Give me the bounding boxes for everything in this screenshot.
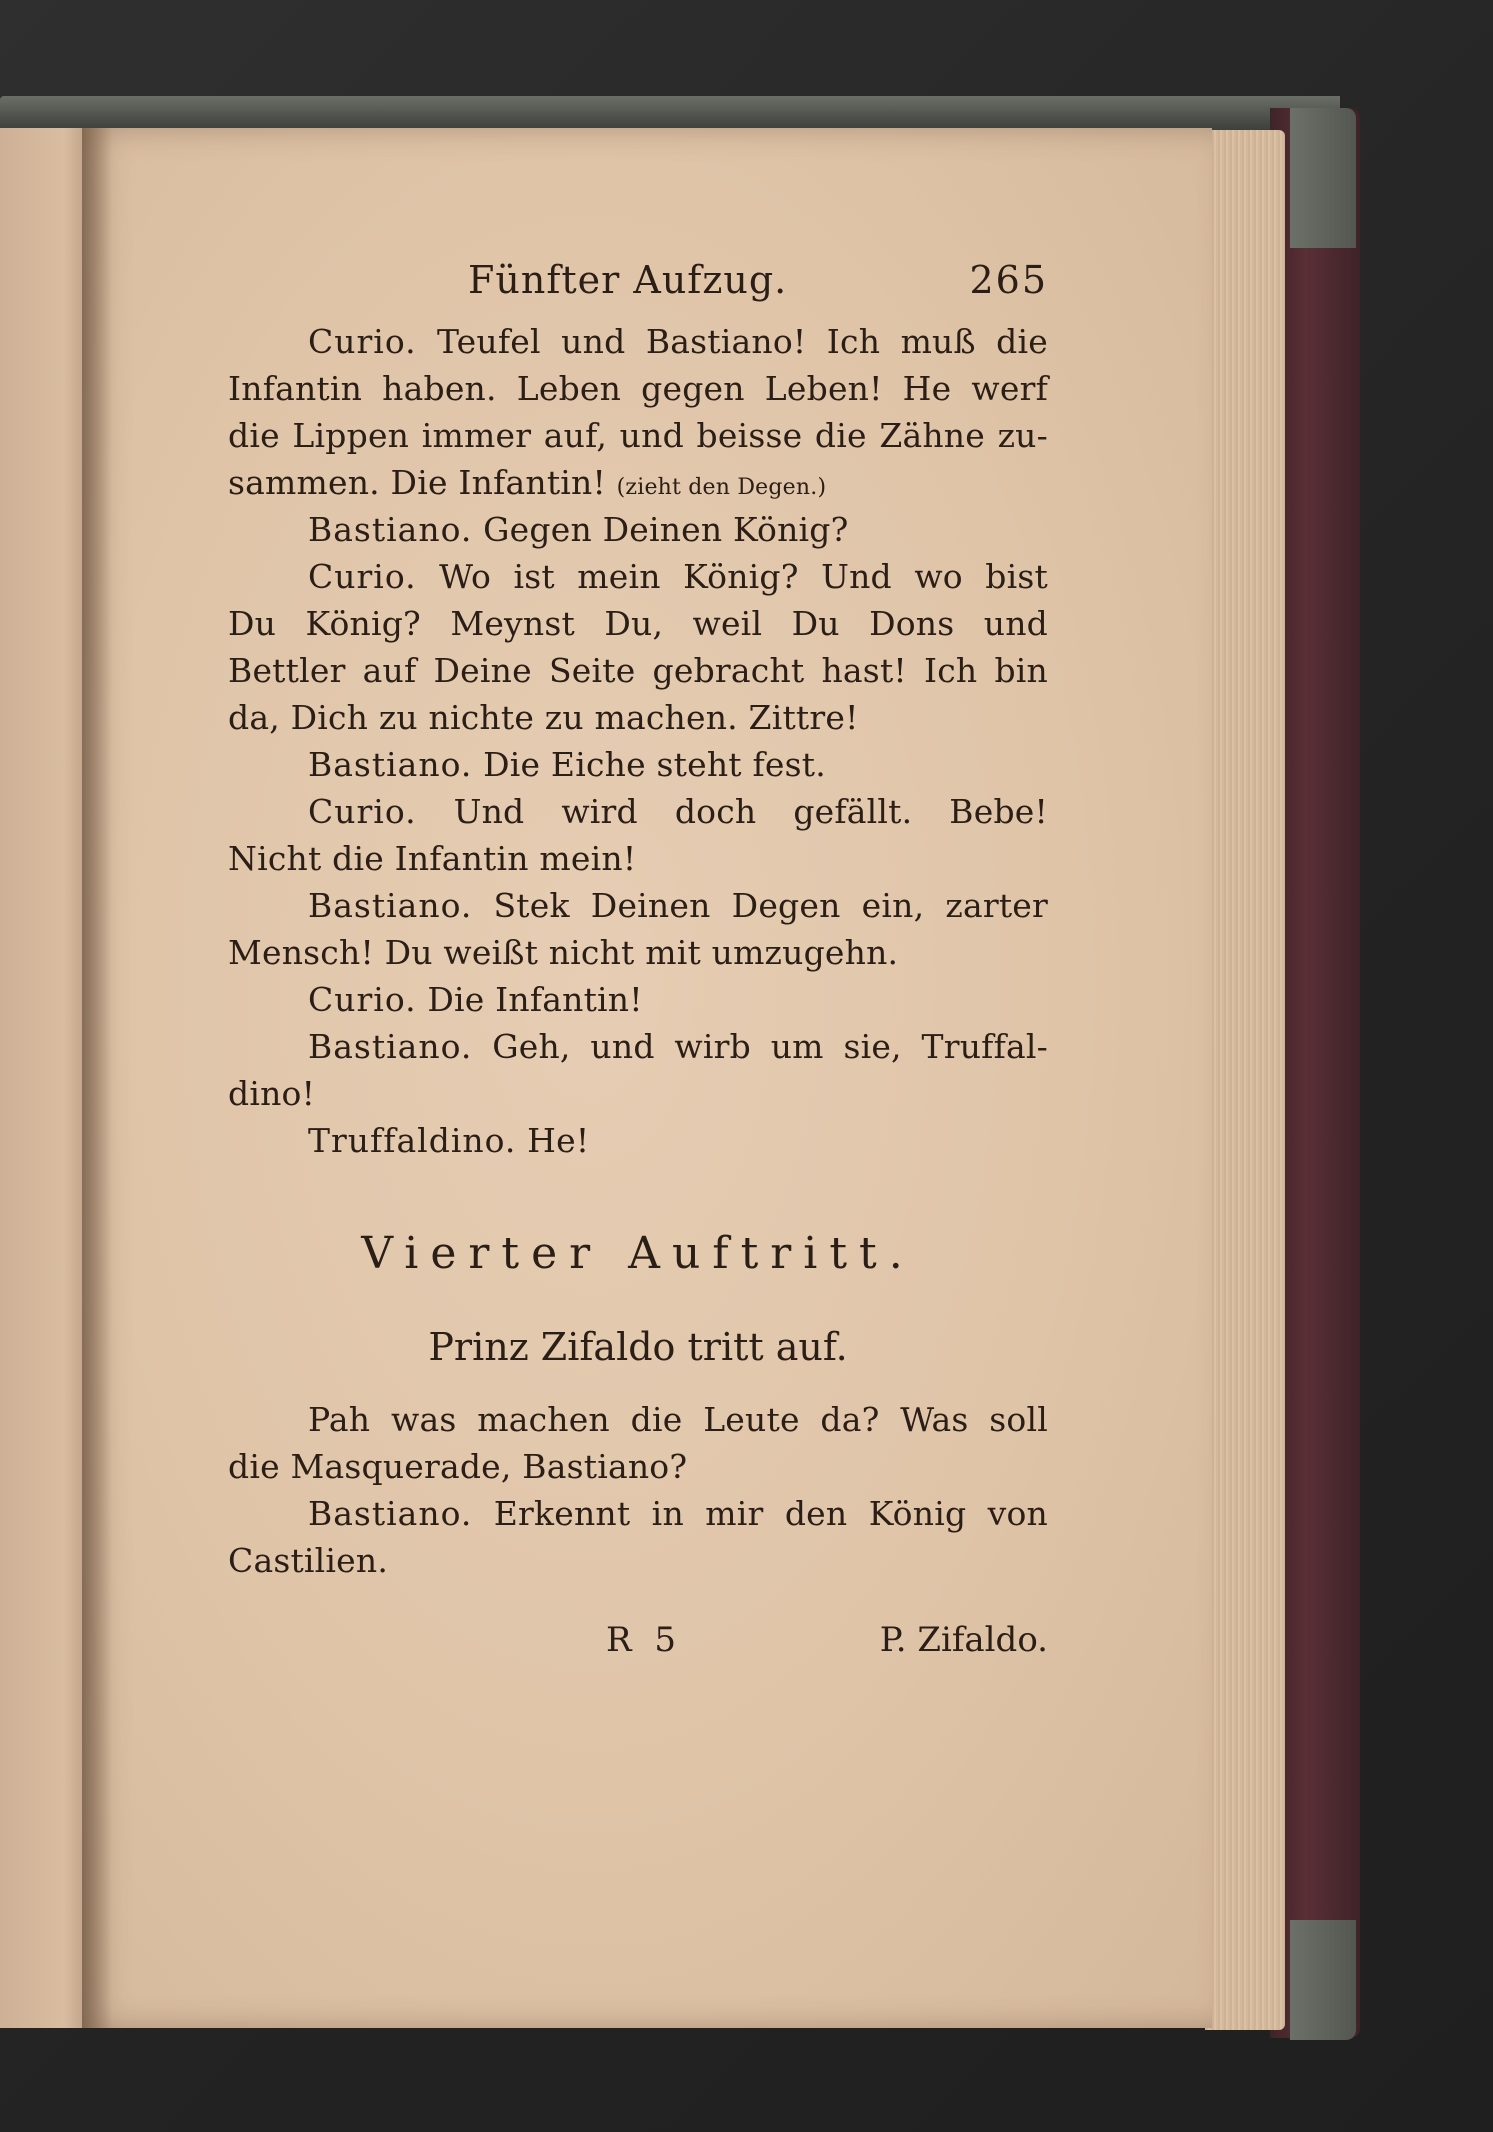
text-line: Pah was machen die Leute da? Was soll [308, 1400, 1048, 1439]
line-text: Wo ist mein König? Und wo bist [439, 557, 1048, 596]
text-line [228, 976, 1048, 1023]
page-header [228, 258, 1048, 318]
text-line [228, 506, 1048, 553]
signature-mark: R 5 [606, 1620, 683, 1660]
text-line [228, 1023, 1048, 1070]
line-text: Geh, und wirb um sie, Truffal- [492, 1027, 1048, 1066]
page-number: 265 [969, 258, 1048, 302]
page-text [228, 258, 1048, 1680]
line-text: He! [527, 1121, 590, 1160]
gutter-shadow [82, 128, 112, 2028]
page-block-edges [1205, 130, 1285, 2030]
text-line: Infantin haben. Leben gegen Leben! He werf [228, 369, 1048, 408]
text-line: die Lippen immer auf, und beisse die Zähne zu- [228, 416, 1048, 455]
page-footer [228, 1620, 1048, 1680]
left-page-edge [0, 128, 92, 2028]
line-text: Erkennt in mir den König von [493, 1494, 1048, 1533]
text-line [228, 553, 1048, 600]
text-line: Du König? Meynst Du, weil Du Dons und [228, 604, 1048, 643]
text-line [228, 882, 1048, 929]
stage-direction: Prinz Zifaldo tritt auf. [428, 1325, 848, 1369]
line-text: sammen. Die Infantin! [228, 463, 617, 502]
cover-cloth-corner-top [1290, 108, 1356, 248]
text-line [228, 1490, 1048, 1537]
text-line: Castilien. [228, 1541, 389, 1580]
running-head: Fünfter Aufzug. [468, 258, 788, 302]
text-line [228, 318, 1048, 365]
line-text: Die Infantin! [427, 980, 643, 1019]
speaker-name: Bastiano. [308, 745, 473, 784]
text-line: da, Dich zu nichte zu machen. Zittre! [228, 698, 859, 737]
speaker-name: Bastiano. [308, 1027, 473, 1066]
catchword: P. Zifaldo. [879, 1620, 1048, 1660]
speaker-name: Curio. [308, 792, 417, 831]
line-text: Und wird doch gefällt. Bebe! [453, 792, 1048, 831]
text-line: Bettler auf Deine Seite gebracht hast! Ich bin [228, 651, 1048, 690]
text-line [228, 459, 1048, 506]
speaker-name: Curio. [308, 557, 417, 596]
speaker-name: Bastiano. [308, 510, 473, 549]
text-line: Mensch! Du weißt nicht mit umzugehn. [228, 933, 899, 972]
book-cover-top-edge [0, 96, 1340, 130]
scene-heading: Vierter Auftritt. [361, 1228, 915, 1279]
text-line: die Masquerade, Bastiano? [228, 1447, 688, 1486]
line-text: Stek Deinen Degen ein, zarter [493, 886, 1048, 925]
line-text: Teufel und Bastiano! Ich muß die [437, 322, 1048, 361]
text-line [228, 1117, 1048, 1164]
speaker-name: Truffaldino. [308, 1121, 517, 1160]
line-text: Die Eiche steht fest. [483, 745, 826, 784]
speaker-name: Curio. [308, 322, 417, 361]
stage-note: (zieht den Degen.) [616, 475, 827, 500]
text-line: dino! [228, 1074, 316, 1113]
text-line [228, 788, 1048, 835]
line-text: Gegen Deinen König? [483, 510, 849, 549]
speaker-name: Bastiano. [308, 1494, 473, 1533]
text-line: Nicht die Infantin mein! [228, 839, 637, 878]
speaker-name: Bastiano. [308, 886, 473, 925]
cover-cloth-corner-bottom [1290, 1920, 1356, 2040]
speaker-name: Curio. [308, 980, 417, 1019]
text-line [228, 741, 1048, 788]
